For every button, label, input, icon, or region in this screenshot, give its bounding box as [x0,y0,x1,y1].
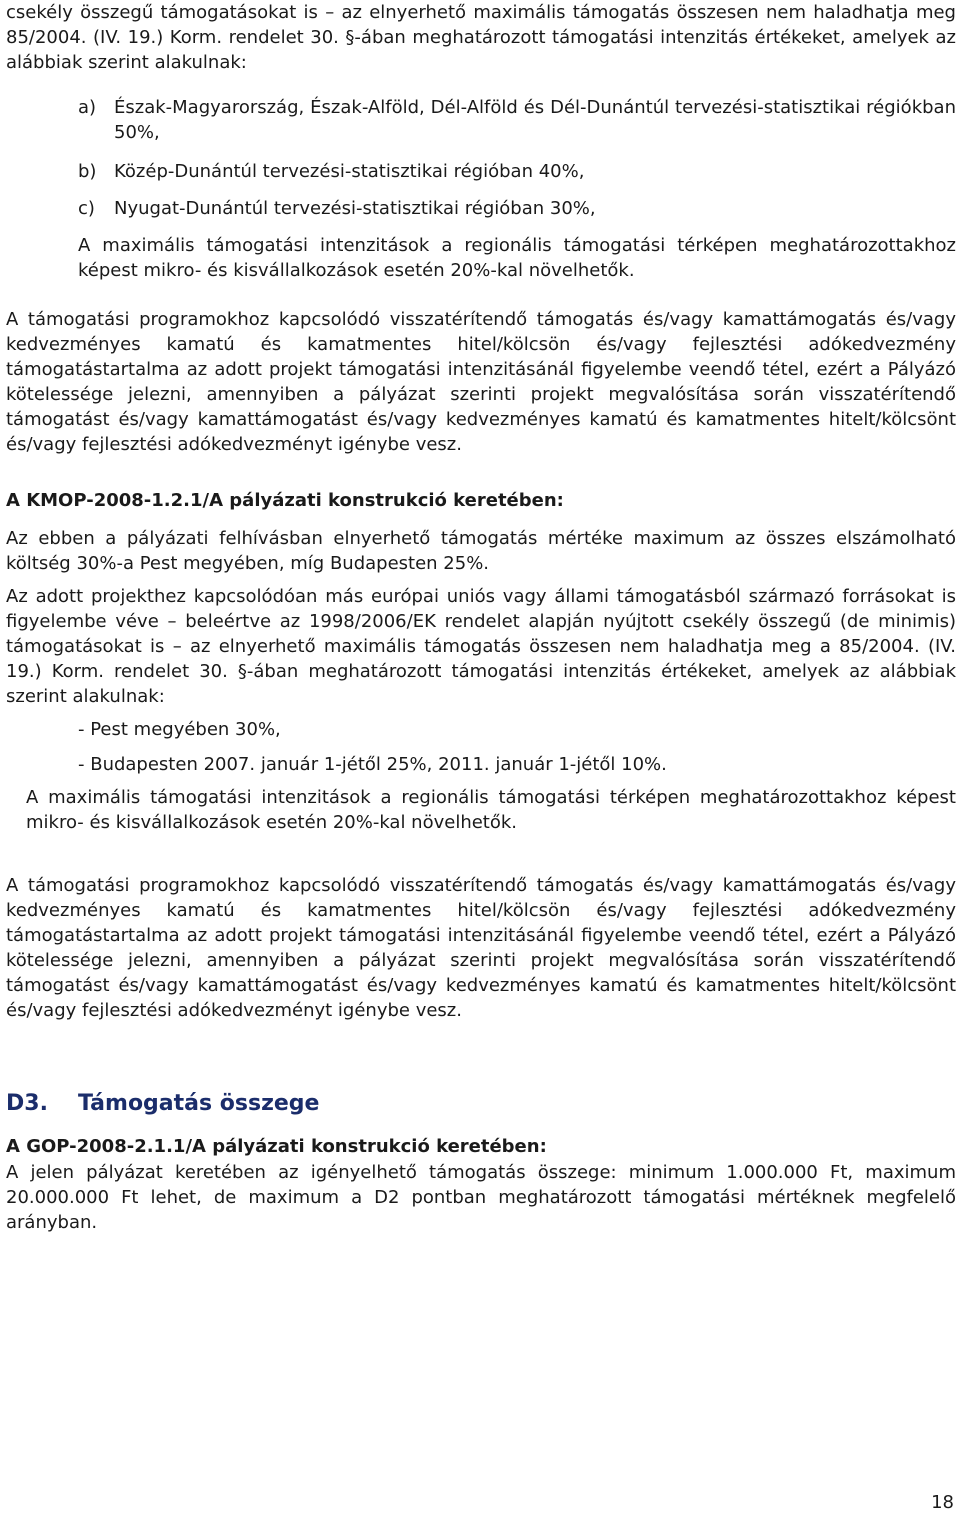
gop-heading: A GOP-2008-2.1.1/A pályázati konstrukció keretében: [6,1136,547,1157]
kmop-paragraph: Az ebben a pályázati felhívásban elnyerhető támogatás mértéke maximum az összes elszámolható költség 30%-a Pest megyében, míg Budapesten 25%. [6,528,956,574]
section-title: Támogatás összege [78,1091,320,1116]
regional-note: A maximális támogatási intenzitások a regionális támogatási térképen meghatározottakhoz képest mikro- és kisvállalkozások esetén 20%-kal növelhetők. [78,235,956,281]
intro-paragraph: csekély összegű támogatásokat is – az elnyerhető maximális támogatás összesen nem haladhatja meg 85/2004. (IV. 19.) Korm. rendelet 30. §-ában meghatározott támogatási intenzitás értékeket, amelyek az alábbiak szerint alakulnak: [6,2,956,73]
list-marker: c) [78,198,95,219]
list-marker: b) [78,161,97,182]
refundable-support-paragraph: A támogatási programokhoz kapcsolódó visszatérítendő támogatás és/vagy kamattámogatás és/vagy kedvezményes kamatú és kamatmentes hitel/kölcsön és/vagy fejlesztési adókedvezmény támogatástartalma az adott projekt támogatási intenzitásánál figyelembe veendő tétel, ezért a Pályázó kötelessége jelezni, amennyiben a pályázat szerinti projekt megvalósítása során visszatérítendő támogatást és/vagy kamattámogatást és/vagy kedvezményes kamatú és kamatmentes hitelt/kölcsönt és/vagy fejlesztési adókedvezményt igénybe vesz. [6,875,956,1021]
list-item-text: Észak-Magyarország, Észak-Alföld, Dél-Alföld és Dél-Dunántúl tervezési-statisztikai régiókban 50%, [114,97,956,143]
kmop-paragraph: Az adott projekthez kapcsolódóan más európai uniós vagy állami támogatásból származó forrásokat is figyelembe véve – beleértve az 1998/2006/EK rendelet alapján nyújtott csekély összegű (de minimis) támogatásokat is – az elnyerhető maximális támogatás összesen nem haladhatja meg a 85/2004. (IV. 19.) Korm. rendelet 30. §-ában meghatározott támogatási intenzitás értékeket, amelyek az alábbiak szerint alakulnak: [6,586,956,707]
kmop-intensity-list [6,717,956,777]
gop-paragraph: A jelen pályázat keretében az igényelhető támogatás összege: minimum 1.000.000 Ft, maximum 20.000.000 Ft lehet, de maximum a D2 pontban meghatározott támogatási mértéknek megfelelő arányban. [6,1162,956,1233]
section-number: D3. [6,1091,48,1116]
list-item [6,159,956,184]
page-number: 18 [931,1492,954,1513]
list-item-text: Közép-Dunántúl tervezési-statisztikai régióban 40%, [114,161,585,182]
kmop-heading: A KMOP-2008-1.2.1/A pályázati konstrukció keretében: [6,490,564,511]
region-list [6,95,956,221]
regional-note: A maximális támogatási intenzitások a regionális támogatási térképen meghatározottakhoz képest mikro- és kisvállalkozások esetén 20%-kal növelhetők. [26,787,956,833]
list-item [6,95,956,145]
list-item-text: Nyugat-Dunántúl tervezési-statisztikai régióban 30%, [114,198,596,219]
list-item: - Pest megyében 30%, [78,719,281,740]
refundable-support-paragraph: A támogatási programokhoz kapcsolódó visszatérítendő támogatás és/vagy kamattámogatás és/vagy kedvezményes kamatú és kamatmentes hitel/kölcsön és/vagy fejlesztési adókedvezmény támogatástartalma az adott projekt támogatási intenzitásánál figyelembe veendő tétel, ezért a Pályázó kötelessége jelezni, amennyiben a pályázat szerinti projekt megvalósítása során visszatérítendő támogatást és/vagy kamattámogatást és/vagy kedvezményes kamatú és kamatmentes hitelt/kölcsönt és/vagy fejlesztési adókedvezményt igénybe vesz. [6,309,956,455]
list-item [6,196,956,221]
document-page [6,0,956,1235]
list-marker: a) [78,97,97,118]
section-heading [6,1089,956,1119]
list-item: - Budapesten 2007. január 1-jétől 25%, 2011. január 1-jétől 10%. [78,754,667,775]
